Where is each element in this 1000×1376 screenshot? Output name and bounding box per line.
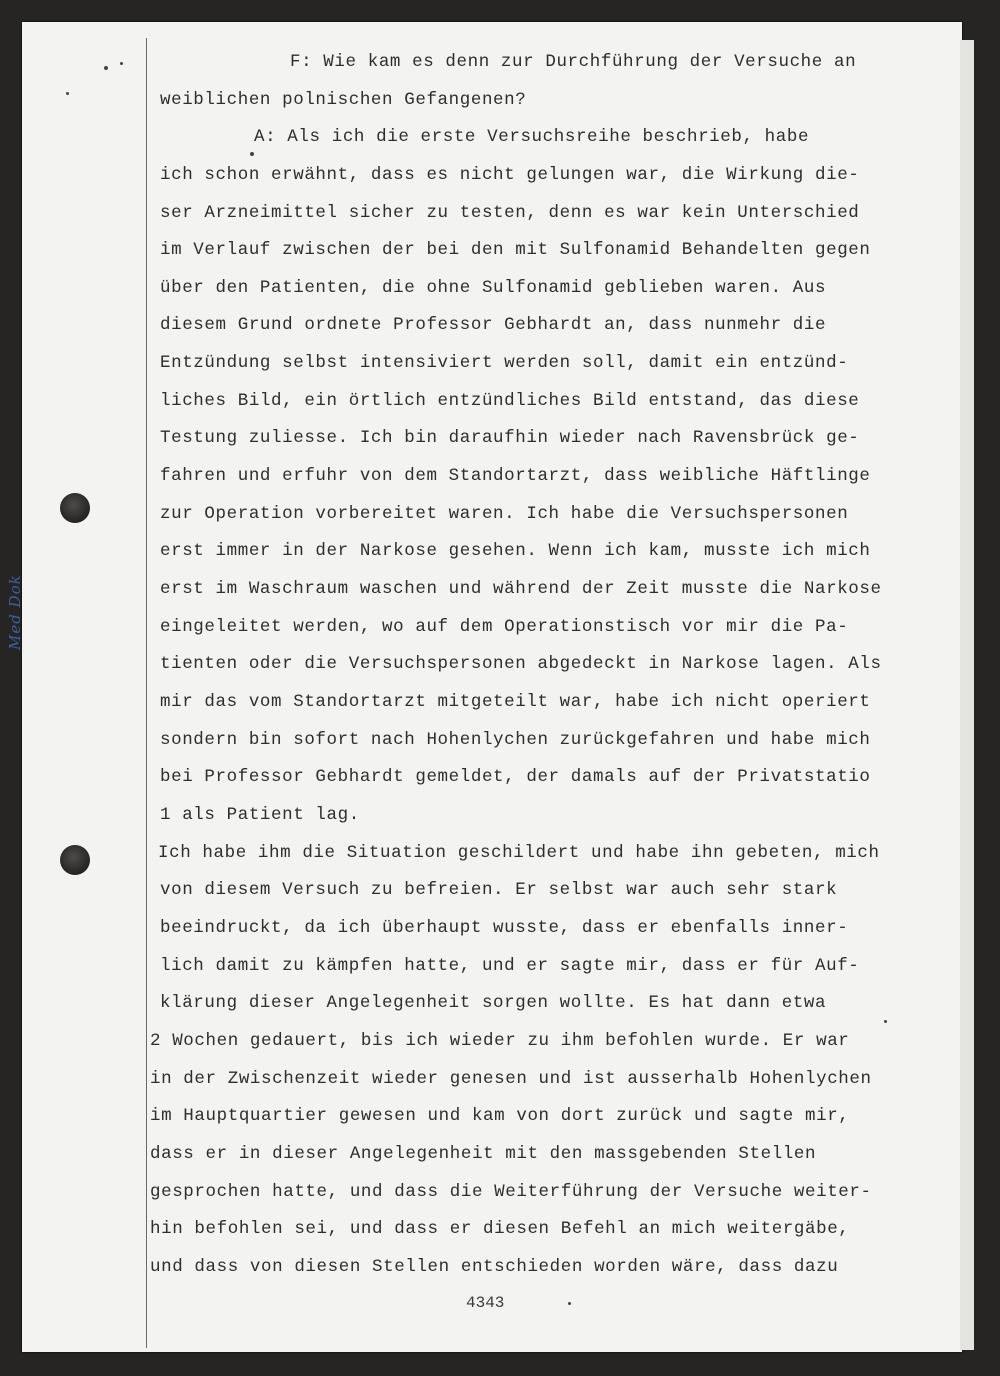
text-line: sondern bin sofort nach Hohenlychen zurückgefahren und habe mich <box>160 730 871 750</box>
text-line: liches Bild, ein örtlich entzündliches Bild entstand, das diese <box>160 391 860 411</box>
text-line: von diesem Versuch zu befreien. Er selbst war auch sehr stark <box>160 880 838 900</box>
text-line: ser Arzneimittel sicher zu testen, denn es war kein Unterschied <box>160 203 860 223</box>
text-line: beeindruckt, da ich überhaupt wusste, dass er ebenfalls inner- <box>160 918 849 938</box>
text-line: erst im Waschraum waschen und während der Zeit musste die Narkose <box>160 579 882 599</box>
text-line: 1 als Patient lag. <box>160 805 360 825</box>
text-line: tienten oder die Versuchspersonen abgedeckt in Narkose lagen. Als <box>160 654 882 674</box>
text-line: und dass von diesen Stellen entschieden worden wäre, dass dazu <box>150 1257 839 1277</box>
text-line: erst immer in der Narkose gesehen. Wenn ich kam, musste ich mich <box>160 541 871 561</box>
text-line: Entzündung selbst intensiviert werden soll, damit ein entzünd- <box>160 353 849 373</box>
text-line: eingeleitet werden, wo auf dem Operationstisch vor mir die Pa- <box>160 617 849 637</box>
text-line: zur Operation vorbereitet waren. Ich habe die Versuchspersonen <box>160 504 849 524</box>
text-line: weiblichen polnischen Gefangenen? <box>160 90 527 110</box>
page-number: 4343 <box>466 1294 505 1312</box>
text-line: hin befohlen sei, und dass er diesen Befehl an mich weitergäbe, <box>150 1219 850 1239</box>
margin-annotation: Med Dok <box>6 574 24 650</box>
text-line: diesem Grund ordnete Professor Gebhardt an, dass nunmehr die <box>160 315 827 335</box>
text-line: 2 Wochen gedauert, bis ich wieder zu ihm befohlen wurde. Er war <box>150 1031 850 1051</box>
text-line: Ich habe ihm die Situation geschildert und habe ihn gebeten, mich <box>158 843 880 863</box>
text-line: fahren und erfuhr von dem Standortarzt, dass weibliche Häftlinge <box>160 466 871 486</box>
text-line: bei Professor Gebhardt gemeldet, der damals auf der Privatstatio <box>160 767 871 787</box>
text-line: in der Zwischenzeit wieder genesen und ist ausserhalb Hohenlychen <box>150 1069 872 1089</box>
text-line: im Verlauf zwischen der bei den mit Sulfonamid Behandelten gegen <box>160 240 871 260</box>
text-line: mir das vom Standortarzt mitgeteilt war, habe ich nicht operiert <box>160 692 871 712</box>
text-line: F: Wie kam es denn zur Durchführung der Versuche an <box>290 52 857 72</box>
text-line: über den Patienten, die ohne Sulfonamid geblieben waren. Aus <box>160 278 827 298</box>
text-line: dass er in dieser Angelegenheit mit den massgebenden Stellen <box>150 1144 817 1164</box>
text-line: lich damit zu kämpfen hatte, und er sagte mir, dass er für Auf- <box>160 956 860 976</box>
text-line: ich schon erwähnt, dass es nicht gelungen war, die Wirkung die- <box>160 165 860 185</box>
text-line: gesprochen hatte, und dass die Weiterführung der Versuche weiter- <box>150 1182 872 1202</box>
text-line: im Hauptquartier gewesen und kam von dort zurück und sagte mir, <box>150 1106 850 1126</box>
text-line: Testung zuliesse. Ich bin daraufhin wieder nach Ravensbrück ge- <box>160 428 860 448</box>
text-line: A: Als ich die erste Versuchsreihe beschrieb, habe <box>254 127 810 147</box>
text-line: klärung dieser Angelegenheit sorgen wollte. Es hat dann etwa <box>160 993 827 1013</box>
